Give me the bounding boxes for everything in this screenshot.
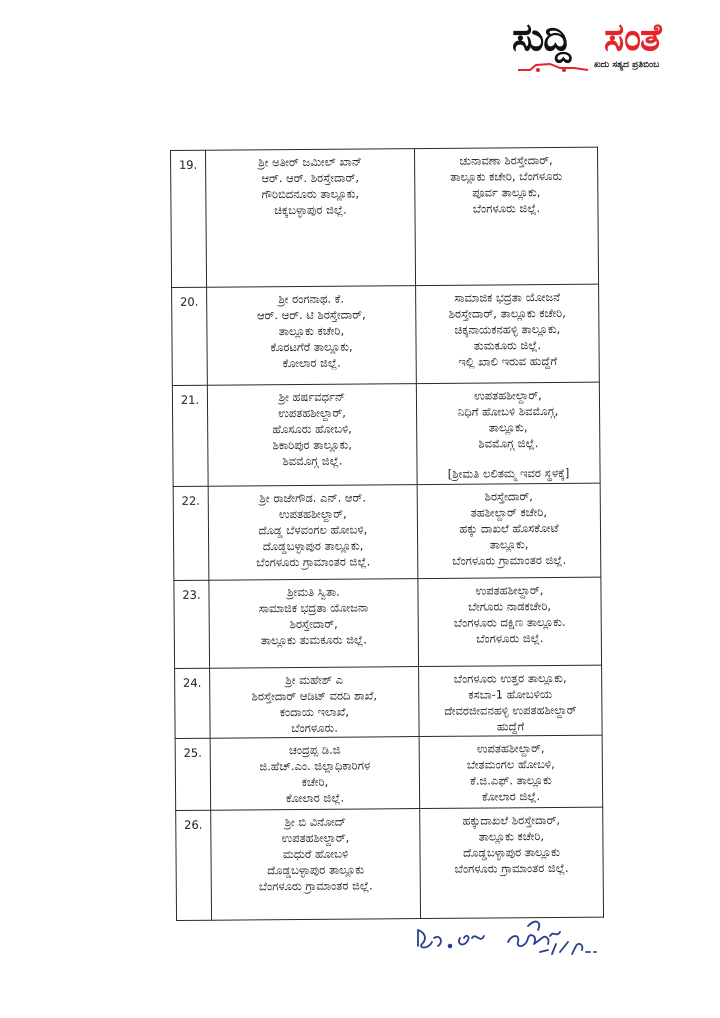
officer-line: ದೊಡ್ಡ ಬೆಳವಂಗಲ ಹೋಬಳಿ, — [258, 522, 368, 538]
posting-details-cell — [416, 284, 600, 383]
officer-line: ಆರ್. ಆರ್. ಟಿ ಶಿರಸ್ತೇದಾರ್, — [256, 307, 366, 323]
posting-line: ಉಪತಹಶೀಲ್ದಾರ್, — [476, 741, 545, 756]
officer-details-cell — [210, 666, 420, 738]
posting-line: ಉಪತಹಶೀಲ್ದಾರ್, — [474, 387, 542, 403]
posting-line: ಶಿವಮೊಗ್ಗ ಜಿಲ್ಲೆ. — [478, 435, 539, 451]
posting-line: ಕಸಬಾ-1 ಹೋಬಳಿಯ — [468, 686, 553, 702]
posting-line: ದೇವರಜೀವನಹಳ್ಳಿ ಉಪತಹಶೀಲ್ದಾರ್ — [444, 702, 577, 718]
officer-line: ಶ್ರೀ ಮಹೇಶ್ ಎ — [285, 672, 343, 687]
posting-line: ತಹಶೀಲ್ದಾರ್ ಕಚೇರಿ, — [470, 505, 548, 520]
posting-details-cell — [419, 735, 603, 808]
officer-line: ಶ್ರೀಮತಿ ಸ್ವಿತಾ. — [287, 584, 340, 599]
officer-line: ಸಾಮಾಜಿಕ ಭದ್ರತಾ ಯೋಜನಾ — [258, 600, 369, 616]
posting-line: ಬೆಂಗಳೂರು ಗ್ರಾಮಾಂತರ ಜಿಲ್ಲೆ. — [452, 552, 567, 568]
logo-word-suddi: ಸುದ್ದಿ — [512, 15, 571, 59]
posting-line: ಶಿರಸ್ತೇದಾರ್, — [484, 489, 533, 504]
posting-line: ತಾಲ್ಲೂಕು ಕಚೇರಿ, — [478, 828, 545, 844]
serial-number: 23. — [174, 580, 210, 668]
posting-line: ಕೆ.ಜಿ.ಎಫ್. ತಾಲ್ಲೂಕು — [470, 773, 552, 788]
officer-line: ಮಧುರೆ ಹೋಬಳಿ — [282, 846, 349, 861]
officer-line: ಕಂದಾಯ ಇಲಾಖೆ, — [279, 704, 350, 719]
logo-tagline: ಖದು ಸತ್ಯದ ಪ್ರತಿಬಿಂಬ — [594, 60, 660, 70]
posting-line: ತುಮಕೂರು ಜಿಲ್ಲೆ. — [473, 337, 542, 353]
signature-text: ಸ್ಥಾ. ಆರ್ ಮನೋಜ್ 27/9/23. — [410, 908, 422, 909]
posting-line: ಬೇಗೂರು ನಾಡಕಚೇರಿ, — [468, 598, 552, 614]
posting-line: ನಿಧಿಗೆ ಹೋಬಳಿ ಶಿವಮೊಗ್ಗ, — [457, 403, 559, 419]
car-icon — [516, 62, 590, 72]
brand-logo — [512, 14, 712, 78]
posting-line: ಬೆಂಗಳೂರು ಜಿಲ್ಲೆ. — [472, 201, 541, 216]
serial-number: 20. — [172, 287, 208, 385]
posting-line: ಶಿರಸ್ತೇದಾರ್, ತಾಲ್ಲೂಕು ಕಚೇರಿ, — [448, 305, 566, 321]
table-row — [176, 807, 604, 921]
posting-line: ತಾಲ್ಲೂಕು ಕಚೇರಿ, ಬೆಂಗಳೂರು — [450, 168, 563, 184]
officer-line: ಆರ್. ಆರ್. ಶಿರಸ್ತೇದಾರ್, — [261, 170, 360, 186]
posting-line: ಚಿಕ್ಕನಾಯಕನಹಳ್ಳಿ ತಾಲ್ಲೂಕು, — [454, 321, 561, 337]
officer-line: ಶ್ರೀ ಬಿ ವಿನೋದ್ — [284, 814, 346, 829]
officer-line: ಉಪತಹಶೀಲ್ದಾರ್, — [278, 405, 346, 421]
posting-line: ಇಲ್ಲಿ ಖಾಲಿ ಇರುವ ಹುದ್ದೆಗೆ — [458, 353, 558, 369]
officer-line: ಶಿವಮೊಗ್ಗ ಜಿಲ್ಲೆ. — [282, 453, 343, 468]
officer-details-cell — [209, 578, 419, 667]
serial-number: 22. — [173, 486, 209, 580]
posting-details-cell — [416, 382, 600, 485]
table-row — [174, 577, 602, 668]
table-row — [175, 665, 603, 739]
table-row — [173, 483, 601, 580]
table-row — [171, 147, 599, 287]
posting-line: ದೊಡ್ಡಬಳ್ಳಾಪುರ ತಾಲ್ಲೂಕು — [463, 844, 561, 860]
handwritten-signature — [410, 908, 620, 964]
officer-details-cell — [206, 149, 416, 287]
officer-line: ಜಿ.ಹೆಚ್.ಎಂ. ಜಿಲ್ಲಾಧಿಕಾರಿಗಳ — [259, 758, 371, 774]
officer-line: ಶಿರಸ್ತೇದಾರ್ ಆಡಿಟ್ ವರದಿ ಶಾಖೆ, — [251, 688, 378, 704]
officer-line: ದೊಡ್ಡಬಳ್ಳಾಪುರ ತಾಲ್ಲೂಕು, — [262, 538, 364, 554]
officer-line: ಕೋಲಾರ ಜಿಲ್ಲೆ. — [285, 790, 345, 806]
officer-line: ಶ್ರೀ ಅತೀರ್ ಜಮೀಲ್ ಖಾನ್ — [258, 154, 362, 170]
officer-line: ಶಿಕಾರಿಪುರ ತಾಲ್ಲೂಕು, — [272, 437, 353, 453]
officer-line: ಉಪತಹಶೀಲ್ದಾರ್, — [278, 506, 347, 522]
officer-line: ತಾಲ್ಲೂಕು ಕಚೇರಿ, — [278, 323, 345, 338]
officer-line: ಚಂದ್ರಪ್ಪ ಡಿ.ಜಿ — [288, 742, 341, 758]
officer-details-cell — [210, 737, 420, 810]
posting-line: ಬೆಂಗಳೂರು ಉತ್ತರ ತಾಲ್ಲೂಕು, — [453, 670, 567, 686]
posting-details-cell — [414, 147, 598, 285]
posting-details-cell — [420, 807, 604, 919]
officer-line: ಶಿರಸ್ತೇದಾರ್, — [289, 616, 338, 631]
serial-number: 21. — [172, 385, 208, 486]
posting-line: ಬೇತಮಂಗಲ ಹೋಬಳಿ, — [466, 757, 555, 772]
officer-line: ಶ್ರೀ ರಂಗನಾಥ. ಕೆ. — [278, 291, 345, 306]
officer-line: ಬೆಂಗಳೂರು ಗ್ರಾಮಾಂತರ ಜಿಲ್ಲೆ. — [256, 554, 371, 570]
posting-line: ತಾಲ್ಲೂಕು, — [489, 537, 529, 552]
posting-line: ಸಾಮಾಜಿಕ ಭದ್ರತಾ ಯೋಜನೆ — [454, 289, 561, 305]
posting-line: ಕೋಲಾರ ಜಿಲ್ಲೆ. — [481, 789, 541, 804]
transfer-list-table — [170, 147, 604, 921]
serial-number: 26. — [176, 810, 212, 921]
posting-line: ಉಪತಹಶೀಲ್ದಾರ್, — [475, 582, 544, 598]
posting-line: ಹುದ್ದೆಗೆ — [496, 718, 525, 734]
officer-line: ಶ್ರೀ ರಾಜೇಗೌಡ. ಎನ್. ಆರ್. — [259, 490, 367, 506]
posting-line: ಪೂರ್ವ ತಾಲ್ಲೂಕು, — [472, 185, 541, 200]
serial-number: 25. — [175, 738, 211, 810]
posting-line: ಬೆಂಗಳೂರು ಜಿಲ್ಲೆ. — [476, 630, 544, 646]
officer-details-cell — [211, 808, 421, 920]
posting-line: ಬೆಂಗಳೂರು ಗ್ರಾಮಾಂತರ ಜಿಲ್ಲೆ. — [454, 860, 569, 876]
officer-line: ದೊಡ್ಡಬಳ್ಳಾಪುರ ತಾಲ್ಲೂಕು — [267, 862, 365, 877]
posting-line: ಹಕ್ಕು ದಾಖಲೆ ಹೊಸಕೋಟೆ — [459, 520, 559, 536]
officer-details-cell — [207, 383, 417, 486]
table-row — [172, 382, 600, 486]
officer-line: ಉಪತಹಶೀಲ್ದಾರ್, — [281, 830, 350, 845]
officer-line: ಬೆಂಗಳೂರು ಗ್ರಾಮಾಂತರ ಜಿಲ್ಲೆ. — [258, 878, 373, 893]
table-row — [172, 284, 600, 385]
officer-line: ಕೋಲಾರ ಜಿಲ್ಲೆ. — [282, 355, 341, 370]
officer-line: ಶ್ರೀ ಹರ್ಷವರ್ಧನ್ — [278, 389, 346, 405]
officer-line: ಹೊಸೂರು ಹೋಬಳಿ, — [272, 421, 352, 437]
officer-line: ಕೊರಟಗೆರೆ ತಾಲ್ಲೂಕು, — [270, 339, 353, 355]
posting-details-cell — [419, 665, 603, 737]
serial-number: 24. — [175, 668, 211, 739]
officer-details-cell — [207, 285, 417, 385]
posting-line: ಚುನಾವಣಾ ಶಿರಸ್ತೇದಾರ್, — [459, 152, 553, 168]
posting-line: ಹಕ್ಕುದಾಖಲೆ ಶಿರಸ್ತೇದಾರ್, — [462, 812, 561, 828]
logo-word-sante: ಸಂತೆ — [604, 15, 661, 59]
posting-line: ತಾಲ್ಲೂಕು, — [488, 420, 528, 435]
officer-line: ತಾಲ್ಲೂಕು ತುಮಕೂರು ಜಿಲ್ಲೆ. — [260, 632, 367, 648]
officer-details-cell — [208, 485, 418, 581]
posting-details-cell — [417, 483, 601, 578]
serial-number: 19. — [171, 150, 207, 287]
officer-line: ಗೌರಿಬಿದನೂರು ತಾಲ್ಲೂಕು, — [261, 186, 360, 202]
officer-line: ಚಿಕ್ಕಬಳ್ಳಾಪುರ ಜಿಲ್ಲೆ. — [274, 202, 347, 218]
table-row — [175, 735, 603, 810]
spacer — [421, 451, 595, 466]
officer-line: ಬೆಂಗಳೂರು. — [291, 720, 338, 735]
posting-line: ಬೆಂಗಳೂರು ದಕ್ಷಿಣ ತಾಲ್ಲೂಕು. — [453, 614, 566, 630]
posting-note: [ಶ್ರೀಮತಿ ಲಲಿತಮ್ಮ ಇವರ ಸ್ಥಳಕ್ಕೆ] — [447, 465, 570, 481]
officer-line: ಕಚೇರಿ, — [301, 774, 329, 790]
posting-details-cell — [418, 577, 602, 666]
